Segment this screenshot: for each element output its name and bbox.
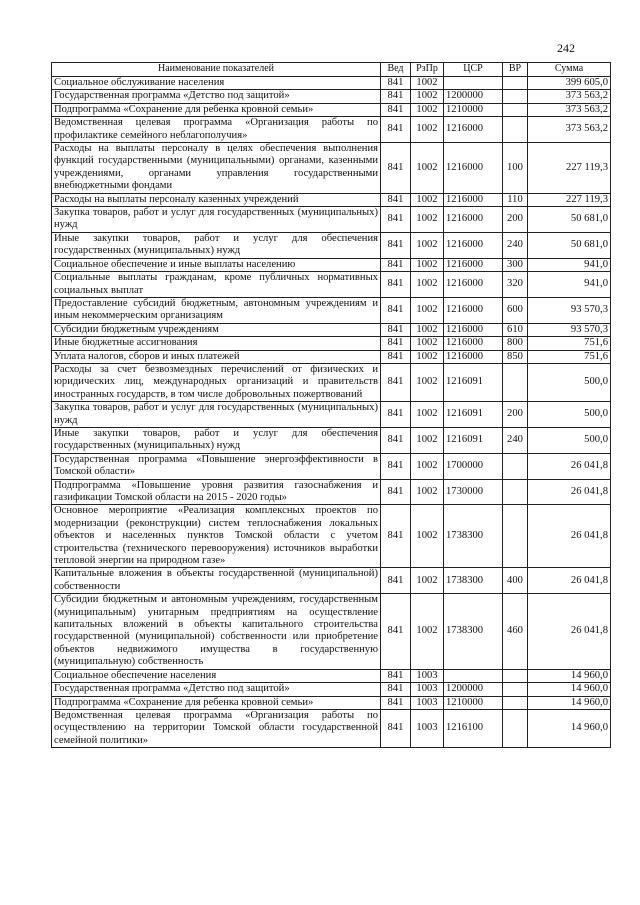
table-row: [52, 272, 611, 298]
row-rzpr: 1002: [411, 323, 444, 336]
row-csr: 1216000: [444, 323, 503, 336]
row-csr: [444, 77, 503, 90]
row-ved: 841: [381, 696, 411, 709]
row-rzpr: 1002: [411, 350, 444, 363]
row-name: Государственная программа «Детство под защитой»: [52, 683, 381, 696]
row-sum: 373 563,2: [528, 90, 611, 103]
row-vr: 800: [503, 337, 528, 350]
row-rzpr: 1002: [411, 77, 444, 90]
row-sum: 227 119,3: [528, 193, 611, 206]
row-ved: 841: [381, 297, 411, 323]
row-ved: 841: [381, 505, 411, 568]
row-sum: 14 960,0: [528, 709, 611, 747]
table-row: [52, 193, 611, 206]
row-sum: 26 041,8: [528, 594, 611, 669]
row-vr: 600: [503, 297, 528, 323]
row-rzpr: 1002: [411, 258, 444, 271]
row-name: Иные закупки товаров, работ и услуг для обеспечения государственных (муниципальных) нужд: [52, 232, 381, 258]
row-vr: [503, 90, 528, 103]
row-sum: 500,0: [528, 427, 611, 453]
row-rzpr: 1002: [411, 207, 444, 233]
row-sum: 751,6: [528, 350, 611, 363]
row-rzpr: 1002: [411, 193, 444, 206]
row-name: Субсидии бюджетным учреждениям: [52, 323, 381, 336]
row-name: Расходы за счет безвозмездных перечислений от физических и юридических лиц, международных организаций и правительств иностранных государств, в том числе добровольных пожертвований: [52, 363, 381, 401]
row-rzpr: 1002: [411, 505, 444, 568]
row-sum: 227 119,3: [528, 143, 611, 194]
row-name: Иные бюджетные ассигнования: [52, 337, 381, 350]
row-rzpr: 1002: [411, 117, 444, 143]
row-rzpr: 1002: [411, 594, 444, 669]
row-csr: 1216000: [444, 207, 503, 233]
row-rzpr: 1002: [411, 272, 444, 298]
row-ved: 841: [381, 193, 411, 206]
table-row: [52, 77, 611, 90]
row-sum: 399 605,0: [528, 77, 611, 90]
row-vr: [503, 669, 528, 682]
row-vr: [503, 479, 528, 505]
row-name: Расходы на выплаты персоналу казенных учреждений: [52, 193, 381, 206]
table-row: [52, 90, 611, 103]
row-csr: 1216000: [444, 143, 503, 194]
row-rzpr: 1002: [411, 337, 444, 350]
table-row: [52, 453, 611, 479]
row-name: Подпрограмма «Сохранение для ребенка кровной семьи»: [52, 103, 381, 116]
row-csr: 1210000: [444, 103, 503, 116]
row-ved: 841: [381, 323, 411, 336]
header-name: Наименование показателей: [52, 63, 381, 77]
row-name: Социальное обслуживание населения: [52, 77, 381, 90]
row-csr: 1200000: [444, 90, 503, 103]
row-vr: 200: [503, 207, 528, 233]
row-name: Ведомственная целевая программа «Организация работы по осуществлению на территории Томской области государственной семейной политики»: [52, 709, 381, 747]
row-vr: [503, 709, 528, 747]
table-row: [52, 258, 611, 271]
row-name: Закупка товаров, работ и услуг для государственных (муниципальных) нужд: [52, 207, 381, 233]
row-rzpr: 1002: [411, 427, 444, 453]
header-vr: ВР: [503, 63, 528, 77]
row-vr: 300: [503, 258, 528, 271]
row-vr: 400: [503, 568, 528, 594]
table-row: [52, 363, 611, 401]
row-csr: 1730000: [444, 479, 503, 505]
row-sum: 751,6: [528, 337, 611, 350]
table-row: [52, 568, 611, 594]
row-vr: [503, 103, 528, 116]
row-ved: 841: [381, 402, 411, 428]
row-ved: 841: [381, 272, 411, 298]
table-row: [52, 143, 611, 194]
row-vr: [503, 505, 528, 568]
row-csr: 1210000: [444, 696, 503, 709]
row-ved: 841: [381, 479, 411, 505]
row-vr: 200: [503, 402, 528, 428]
row-name: Капитальные вложения в объекты государственной (муниципальной) собственности: [52, 568, 381, 594]
table-row: [52, 350, 611, 363]
header-rzpr: РзПр: [411, 63, 444, 77]
row-rzpr: 1002: [411, 363, 444, 401]
row-ved: 841: [381, 90, 411, 103]
row-csr: 1200000: [444, 683, 503, 696]
row-name: Ведомственная целевая программа «Организация работы по профилактике семейного неблагополучия»: [52, 117, 381, 143]
row-vr: 100: [503, 143, 528, 194]
row-vr: [503, 77, 528, 90]
row-sum: 93 570,3: [528, 323, 611, 336]
table-row: [52, 683, 611, 696]
row-name: Социальное обеспечение населения: [52, 669, 381, 682]
row-ved: 841: [381, 363, 411, 401]
row-csr: 1216000: [444, 117, 503, 143]
row-ved: 841: [381, 207, 411, 233]
table-row: [52, 427, 611, 453]
row-name: Предоставление субсидий бюджетным, автономным учреждениям и иным некоммерческим организациям: [52, 297, 381, 323]
row-rzpr: 1002: [411, 143, 444, 194]
row-ved: 841: [381, 669, 411, 682]
table-row: [52, 709, 611, 747]
row-name: Государственная программа «Детство под защитой»: [52, 90, 381, 103]
row-ved: 841: [381, 117, 411, 143]
row-csr: 1216000: [444, 350, 503, 363]
table-row: [52, 103, 611, 116]
row-ved: 841: [381, 143, 411, 194]
row-rzpr: 1003: [411, 669, 444, 682]
row-sum: 26 041,8: [528, 479, 611, 505]
row-ved: 841: [381, 453, 411, 479]
row-name: Субсидии бюджетным и автономным учреждениям, государственным (муниципальным) унитарным предприятиям на осуществление капитальных вложений в объекты капитального строительства государственной (муниципальной) собственности или приобретение объектов недвижимого имущества в государственную (муниципальную) собственность: [52, 594, 381, 669]
row-rzpr: 1002: [411, 453, 444, 479]
row-rzpr: 1002: [411, 479, 444, 505]
row-vr: 460: [503, 594, 528, 669]
row-csr: 1216100: [444, 709, 503, 747]
row-rzpr: 1003: [411, 683, 444, 696]
table-row: [52, 696, 611, 709]
row-rzpr: 1003: [411, 709, 444, 747]
row-name: Социальное обеспечение и иные выплаты населению: [52, 258, 381, 271]
row-vr: [503, 696, 528, 709]
row-name: Основное мероприятие «Реализация комплексных проектов по модернизации (реконструкции) систем теплоснабжения локальных объектов и населенных пунктов Томской области с учетом строительства (технического перевооружения) источников выработки тепловой энергии на природном газе»: [52, 505, 381, 568]
table-row: [52, 402, 611, 428]
row-vr: [503, 683, 528, 696]
row-ved: 841: [381, 594, 411, 669]
header-row: [52, 63, 611, 77]
row-name: Закупка товаров, работ и услуг для государственных (муниципальных) нужд: [52, 402, 381, 428]
table-row: [52, 232, 611, 258]
row-rzpr: 1002: [411, 568, 444, 594]
table-row: [52, 323, 611, 336]
header-csr: ЦСР: [444, 63, 503, 77]
row-sum: 941,0: [528, 272, 611, 298]
budget-table: [51, 62, 611, 748]
table-row: [52, 505, 611, 568]
row-rzpr: 1002: [411, 103, 444, 116]
table-row: [52, 207, 611, 233]
row-sum: 14 960,0: [528, 696, 611, 709]
row-csr: 1738300: [444, 505, 503, 568]
row-name: Уплата налогов, сборов и иных платежей: [52, 350, 381, 363]
table-row: [52, 117, 611, 143]
row-vr: 610: [503, 323, 528, 336]
row-rzpr: 1003: [411, 696, 444, 709]
table-row: [52, 337, 611, 350]
row-csr: 1738300: [444, 568, 503, 594]
row-ved: 841: [381, 427, 411, 453]
row-name: Иные закупки товаров, работ и услуг для обеспечения государственных (муниципальных) нужд: [52, 427, 381, 453]
row-vr: [503, 117, 528, 143]
header-ved: Вед: [381, 63, 411, 77]
row-csr: [444, 669, 503, 682]
row-sum: 93 570,3: [528, 297, 611, 323]
row-ved: 841: [381, 350, 411, 363]
row-name: Социальные выплаты гражданам, кроме публичных нормативных социальных выплат: [52, 272, 381, 298]
row-sum: 26 041,8: [528, 505, 611, 568]
row-csr: 1216000: [444, 258, 503, 271]
row-rzpr: 1002: [411, 90, 444, 103]
row-sum: 500,0: [528, 363, 611, 401]
row-sum: 14 960,0: [528, 683, 611, 696]
row-ved: 841: [381, 568, 411, 594]
table-row: [52, 669, 611, 682]
row-name: Подпрограмма «Сохранение для ребенка кровной семьи»: [52, 696, 381, 709]
page-number: 242: [557, 41, 575, 55]
row-vr: 240: [503, 232, 528, 258]
row-sum: 14 960,0: [528, 669, 611, 682]
table-body: [52, 77, 611, 748]
row-sum: 373 563,2: [528, 103, 611, 116]
row-vr: 320: [503, 272, 528, 298]
table-row: [52, 479, 611, 505]
row-sum: 26 041,8: [528, 453, 611, 479]
row-ved: 841: [381, 683, 411, 696]
row-csr: 1700000: [444, 453, 503, 479]
row-vr: 240: [503, 427, 528, 453]
row-csr: 1216000: [444, 232, 503, 258]
row-csr: 1216091: [444, 363, 503, 401]
row-csr: 1738300: [444, 594, 503, 669]
row-csr: 1216000: [444, 193, 503, 206]
row-sum: 50 681,0: [528, 207, 611, 233]
row-vr: 850: [503, 350, 528, 363]
row-csr: 1216000: [444, 337, 503, 350]
row-sum: 500,0: [528, 402, 611, 428]
row-ved: 841: [381, 103, 411, 116]
row-ved: 841: [381, 77, 411, 90]
table-row: [52, 297, 611, 323]
row-name: Расходы на выплаты персоналу в целях обеспечения выполнения функций государственными (муниципальными) органами, казенными учреждениями, органами управления государственными внебюджетными фондами: [52, 143, 381, 194]
header-sum: Сумма: [528, 63, 611, 77]
row-csr: 1216000: [444, 297, 503, 323]
row-csr: 1216091: [444, 427, 503, 453]
row-ved: 841: [381, 337, 411, 350]
row-name: Подпрограмма «Повышение уровня развития газоснабжения и газификации Томской области на 2015 - 2020 годы»: [52, 479, 381, 505]
row-rzpr: 1002: [411, 402, 444, 428]
row-sum: 26 041,8: [528, 568, 611, 594]
row-sum: 941,0: [528, 258, 611, 271]
row-csr: 1216091: [444, 402, 503, 428]
row-ved: 841: [381, 232, 411, 258]
row-name: Государственная программа «Повышение энергоэффективности в Томской области»: [52, 453, 381, 479]
row-vr: [503, 363, 528, 401]
row-ved: 841: [381, 709, 411, 747]
row-vr: [503, 453, 528, 479]
row-sum: 50 681,0: [528, 232, 611, 258]
row-csr: 1216000: [444, 272, 503, 298]
row-vr: 110: [503, 193, 528, 206]
row-rzpr: 1002: [411, 297, 444, 323]
row-ved: 841: [381, 258, 411, 271]
row-sum: 373 563,2: [528, 117, 611, 143]
row-rzpr: 1002: [411, 232, 444, 258]
table-row: [52, 594, 611, 669]
